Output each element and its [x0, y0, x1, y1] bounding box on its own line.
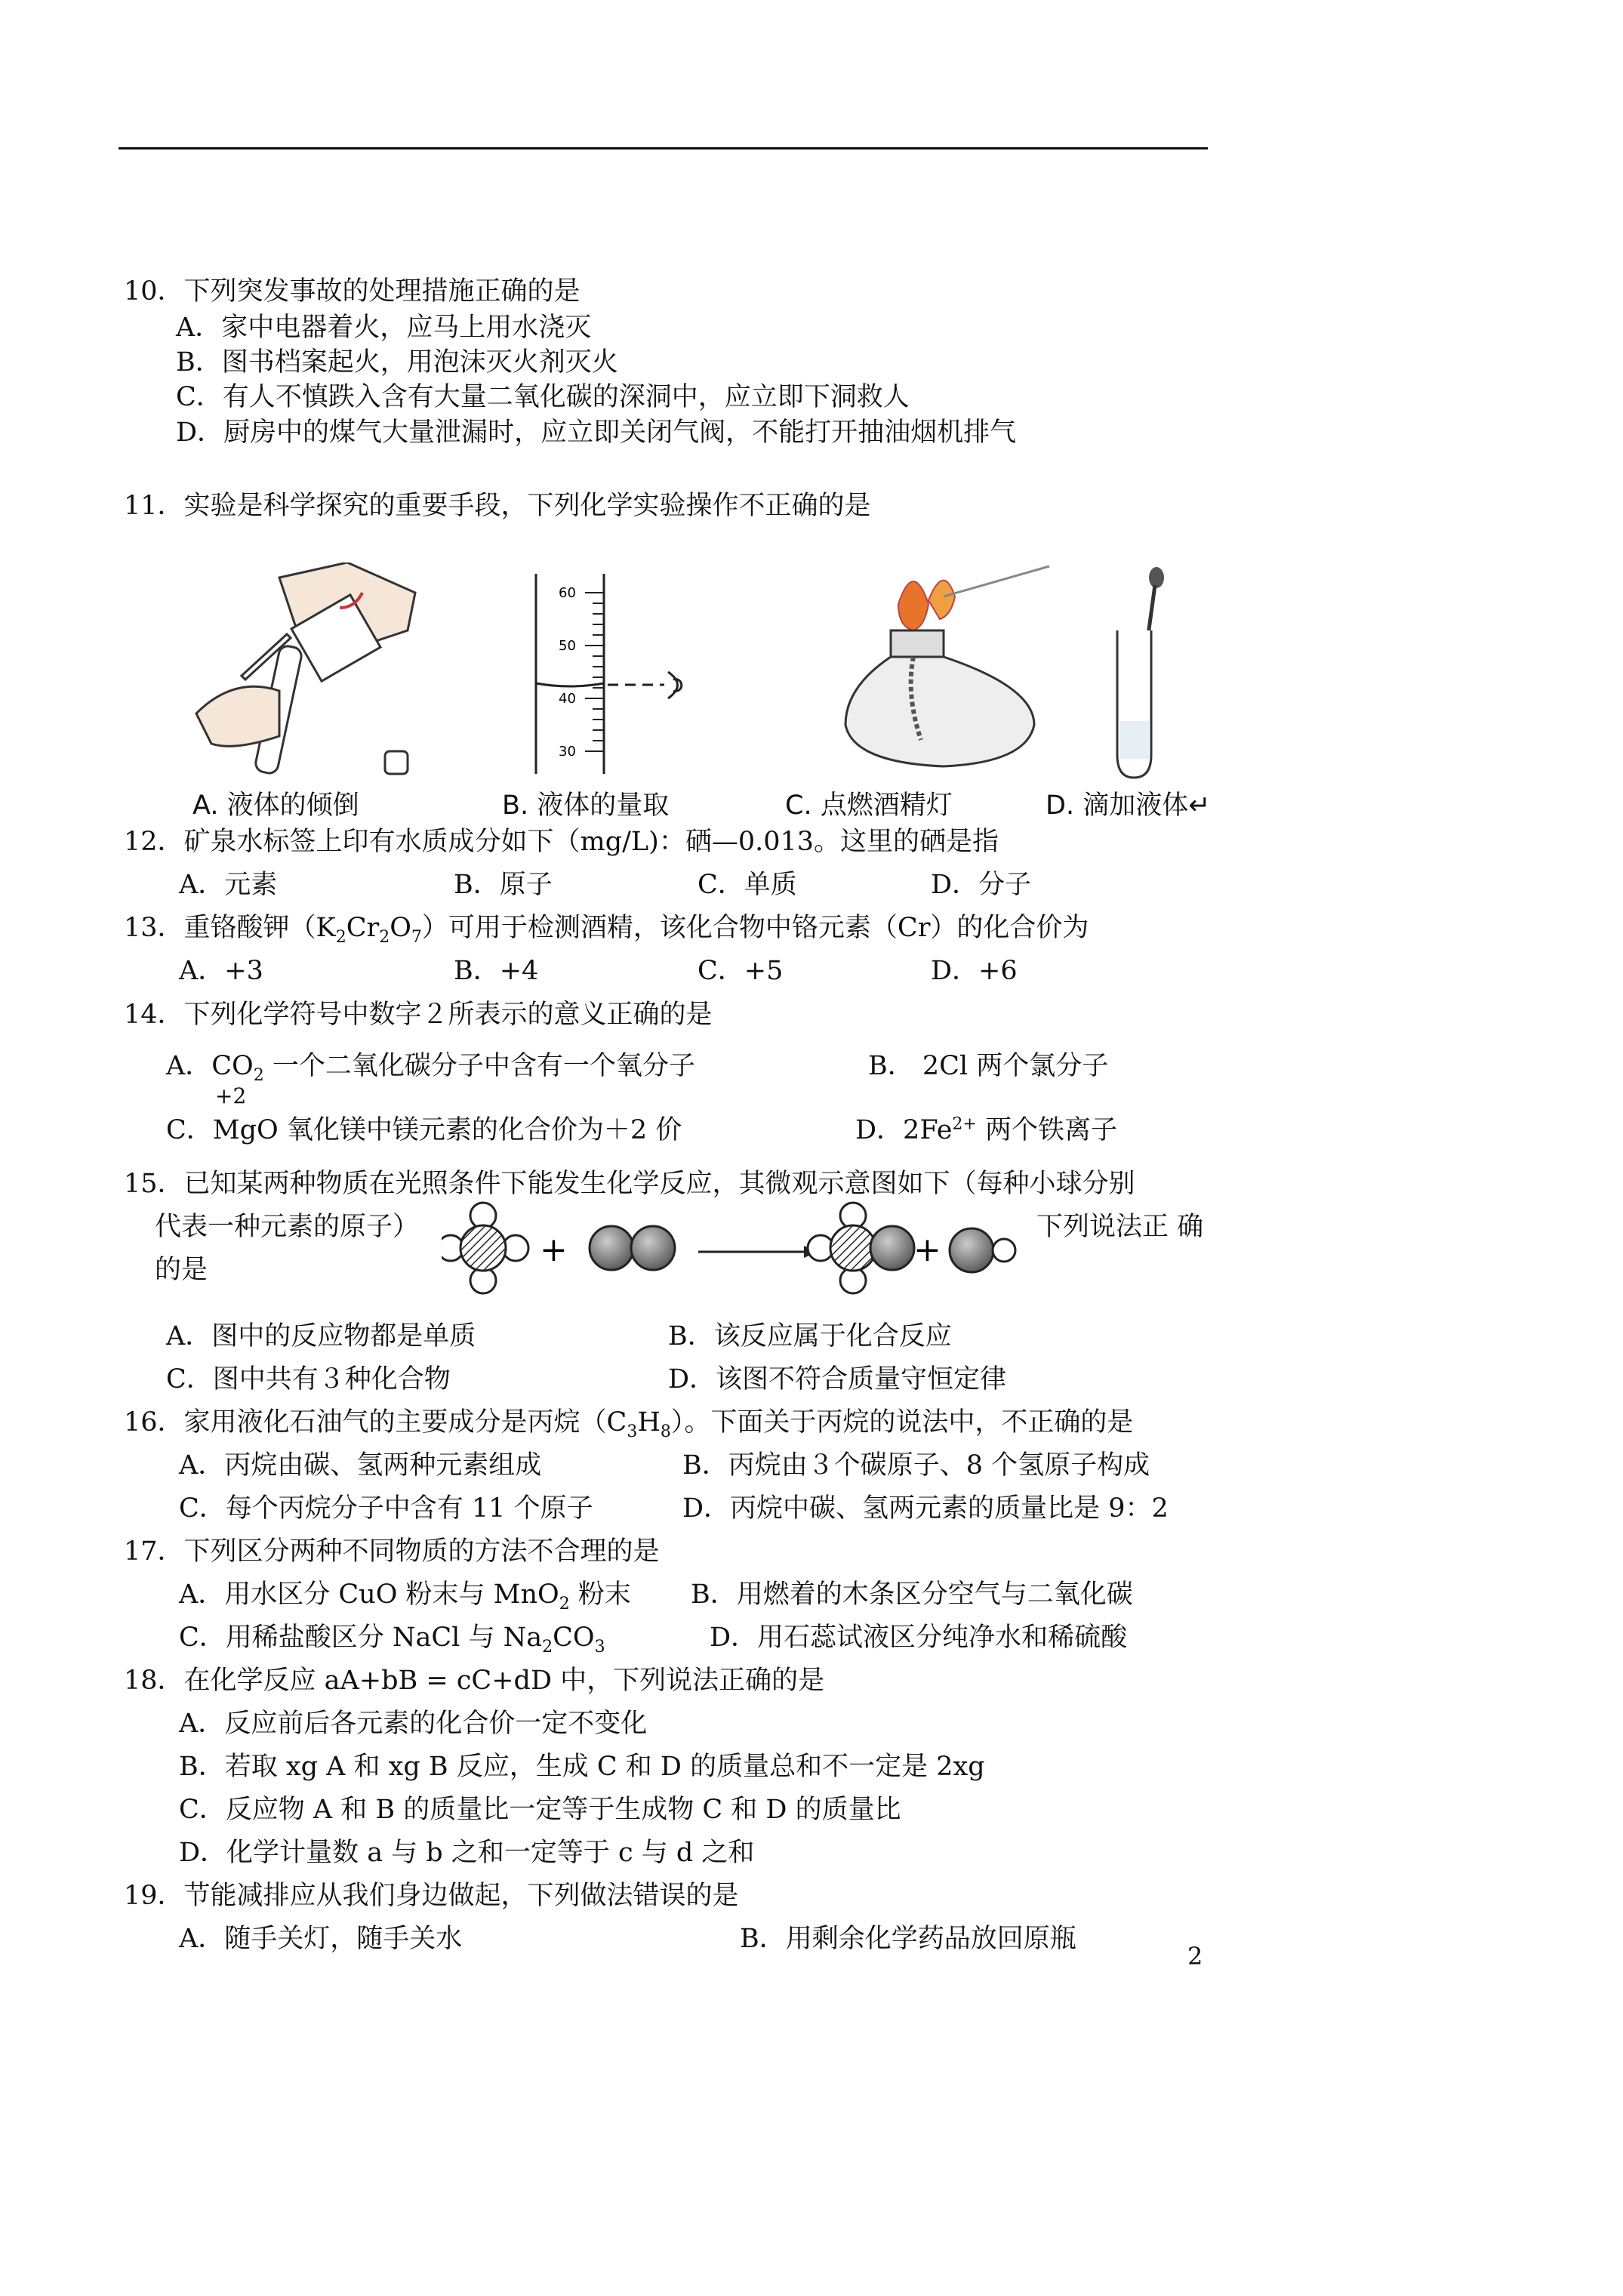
q17-option-c: C．用稀盐酸区分 NaCl 与 $Na_2CO_3$ — [179, 1623, 605, 1657]
q17-stem: 17．下列区分两种不同物质的方法不合理的是 — [124, 1536, 660, 1567]
caption-c: C. 点燃酒精灯 — [785, 791, 953, 821]
q10-option-b: B．图书档案起火，用泡沫灭火剂灭火 — [176, 347, 618, 378]
alcohol-lamp-figure — [830, 559, 1057, 785]
page-number: 2 — [1187, 1942, 1203, 1971]
q14-option-b: B． 2Cl 两个氯分子 — [868, 1051, 1109, 1081]
q14-option-c: C．MgO 氧化镁中镁元素的化合价为＋2 价 — [166, 1115, 682, 1145]
reaction-diagram — [442, 1200, 1030, 1299]
q10-stem: 10．下列突发事故的处理措施正确的是 — [124, 276, 581, 307]
q15-option-d: D．该图不符合质量守恒定律 — [668, 1364, 1007, 1395]
q13-stem: 13．重铬酸钾$(K_2Cr_2O_7)$可用于检测酒精，该化合物中铬元素（Cr）的化合价为 — [124, 913, 1089, 947]
header-rule — [119, 147, 1208, 149]
q15-option-b: B．该反应属于化合反应 — [668, 1321, 952, 1351]
q12-option-d: D．分子 — [931, 870, 1032, 900]
q14-stem: 14．下列化学符号中数字２所表示的意义正确的是 — [124, 1000, 713, 1030]
q15-stem-line1: 15．已知某两种物质在光照条件下能发生化学反应，其微观示意图如下（每种小球分别 — [124, 1169, 1135, 1199]
q16-stem: 16．家用液化石油气的主要成分是丙烷$(C_3H_8)$。下面关于丙烷的说法中，不正确的是 — [124, 1407, 1134, 1441]
caption-d: D. 滴加液体↵ — [1046, 791, 1211, 821]
tick-label-30: 30 — [559, 744, 576, 760]
valence-mark: +2 — [215, 1083, 247, 1108]
q15-stem-line2: 代表一种元素的原子） — [155, 1212, 420, 1242]
caption-b: B. 液体的量取 — [502, 791, 670, 821]
tick-label-50: 50 — [559, 638, 576, 654]
q15-stem-line3: 下列说法正 确 — [1036, 1212, 1204, 1242]
q18-option-b: B．若取 xg A 和 xg B 反应，生成 C 和 D 的质量总和不一定是 2xg — [179, 1752, 985, 1782]
tick-label-40: 40 — [559, 691, 576, 707]
q15-option-c: C．图中共有３种化合物 — [166, 1364, 451, 1395]
q17-option-a: A．用水区分 CuO 粉末与 MnO$_2$ 粉末 — [179, 1579, 631, 1613]
caption-a: A. 液体的倾倒 — [192, 791, 359, 821]
q17-option-b: B．用燃着的木条区分空气与二氧化碳 — [691, 1579, 1133, 1610]
q18-stem: 18．在化学反应 aA+bB = cC+dD 中，下列说法正确的是 — [124, 1666, 825, 1696]
q18-option-c: C．反应物 A 和 B 的质量比一定等于生成物 C 和 D 的质量比 — [179, 1795, 901, 1825]
plus-sign: + — [540, 1231, 568, 1269]
graduated-cylinder-figure — [513, 570, 717, 789]
q10-option-d: D．厨房中的煤气大量泄漏时，应立即关闭气阀，不能打开抽油烟机排气 — [176, 418, 1017, 448]
q19-stem: 19．节能减排应从我们身边做起，下列做法错误的是 — [124, 1881, 739, 1911]
q13-option-c: C．+5 — [698, 956, 784, 986]
q19-option-a: A．随手关灯，随手关水 — [179, 1924, 463, 1954]
q13-option-a: A．+3 — [179, 956, 263, 986]
plus-sign: + — [913, 1231, 941, 1269]
q12-option-c: C．单质 — [698, 870, 797, 900]
q19-option-b: B．用剩余化学药品放回原瓶 — [740, 1924, 1076, 1954]
q15-option-a: A．图中的反应物都是单质 — [166, 1321, 476, 1351]
q15-stem-line4: 的是 — [155, 1255, 208, 1285]
q11-stem: 11．实验是科学探究的重要手段，下列化学实验操作不正确的是 — [124, 491, 871, 521]
pouring-liquid-figure — [189, 562, 430, 789]
q18-option-d: D．化学计量数 a 与 b 之和一定等于 c 与 d 之和 — [179, 1838, 755, 1868]
q16-option-b: B．丙烷由３个碳原子、8 个氢原子构成 — [682, 1450, 1150, 1481]
q12-stem: 12．矿泉水标签上印有水质成分如下（mg/L)：硒—0.013。这里的硒是指 — [124, 827, 999, 857]
q14-option-a: A．$CO_2$ 一个二氧化碳分子中含有一个氧分子 — [166, 1051, 695, 1085]
eye-icon — [668, 672, 682, 698]
q10-option-a: A．家中电器着火，应马上用水浇灭 — [176, 313, 592, 343]
q14-option-d: D．$2Fe^{2+}$ 两个铁离子 — [855, 1114, 1117, 1145]
q12-option-a: A．元素 — [179, 870, 278, 900]
tick-label-60: 60 — [559, 585, 576, 601]
q10-option-c: C．有人不慎跌入含有大量二氧化碳的深洞中，应立即下洞救人 — [176, 382, 910, 412]
q16-option-d: D．丙烷中碳、氢两元素的质量比是 9：2 — [682, 1493, 1169, 1524]
q13-option-b: B．+4 — [454, 956, 539, 986]
q16-option-a: A．丙烷由碳、氢两种元素组成 — [179, 1450, 542, 1481]
q13-option-d: D．+6 — [931, 956, 1018, 986]
dropper-figure — [1087, 562, 1200, 789]
q17-option-d: D．用石蕊试液区分纯净水和稀硫酸 — [710, 1623, 1128, 1653]
q18-option-a: A．反应前后各元素的化合价一定不变化 — [179, 1709, 648, 1739]
q16-option-c: C．每个丙烷分子中含有 11 个原子 — [179, 1493, 593, 1524]
q12-option-b: B．原子 — [454, 870, 553, 900]
